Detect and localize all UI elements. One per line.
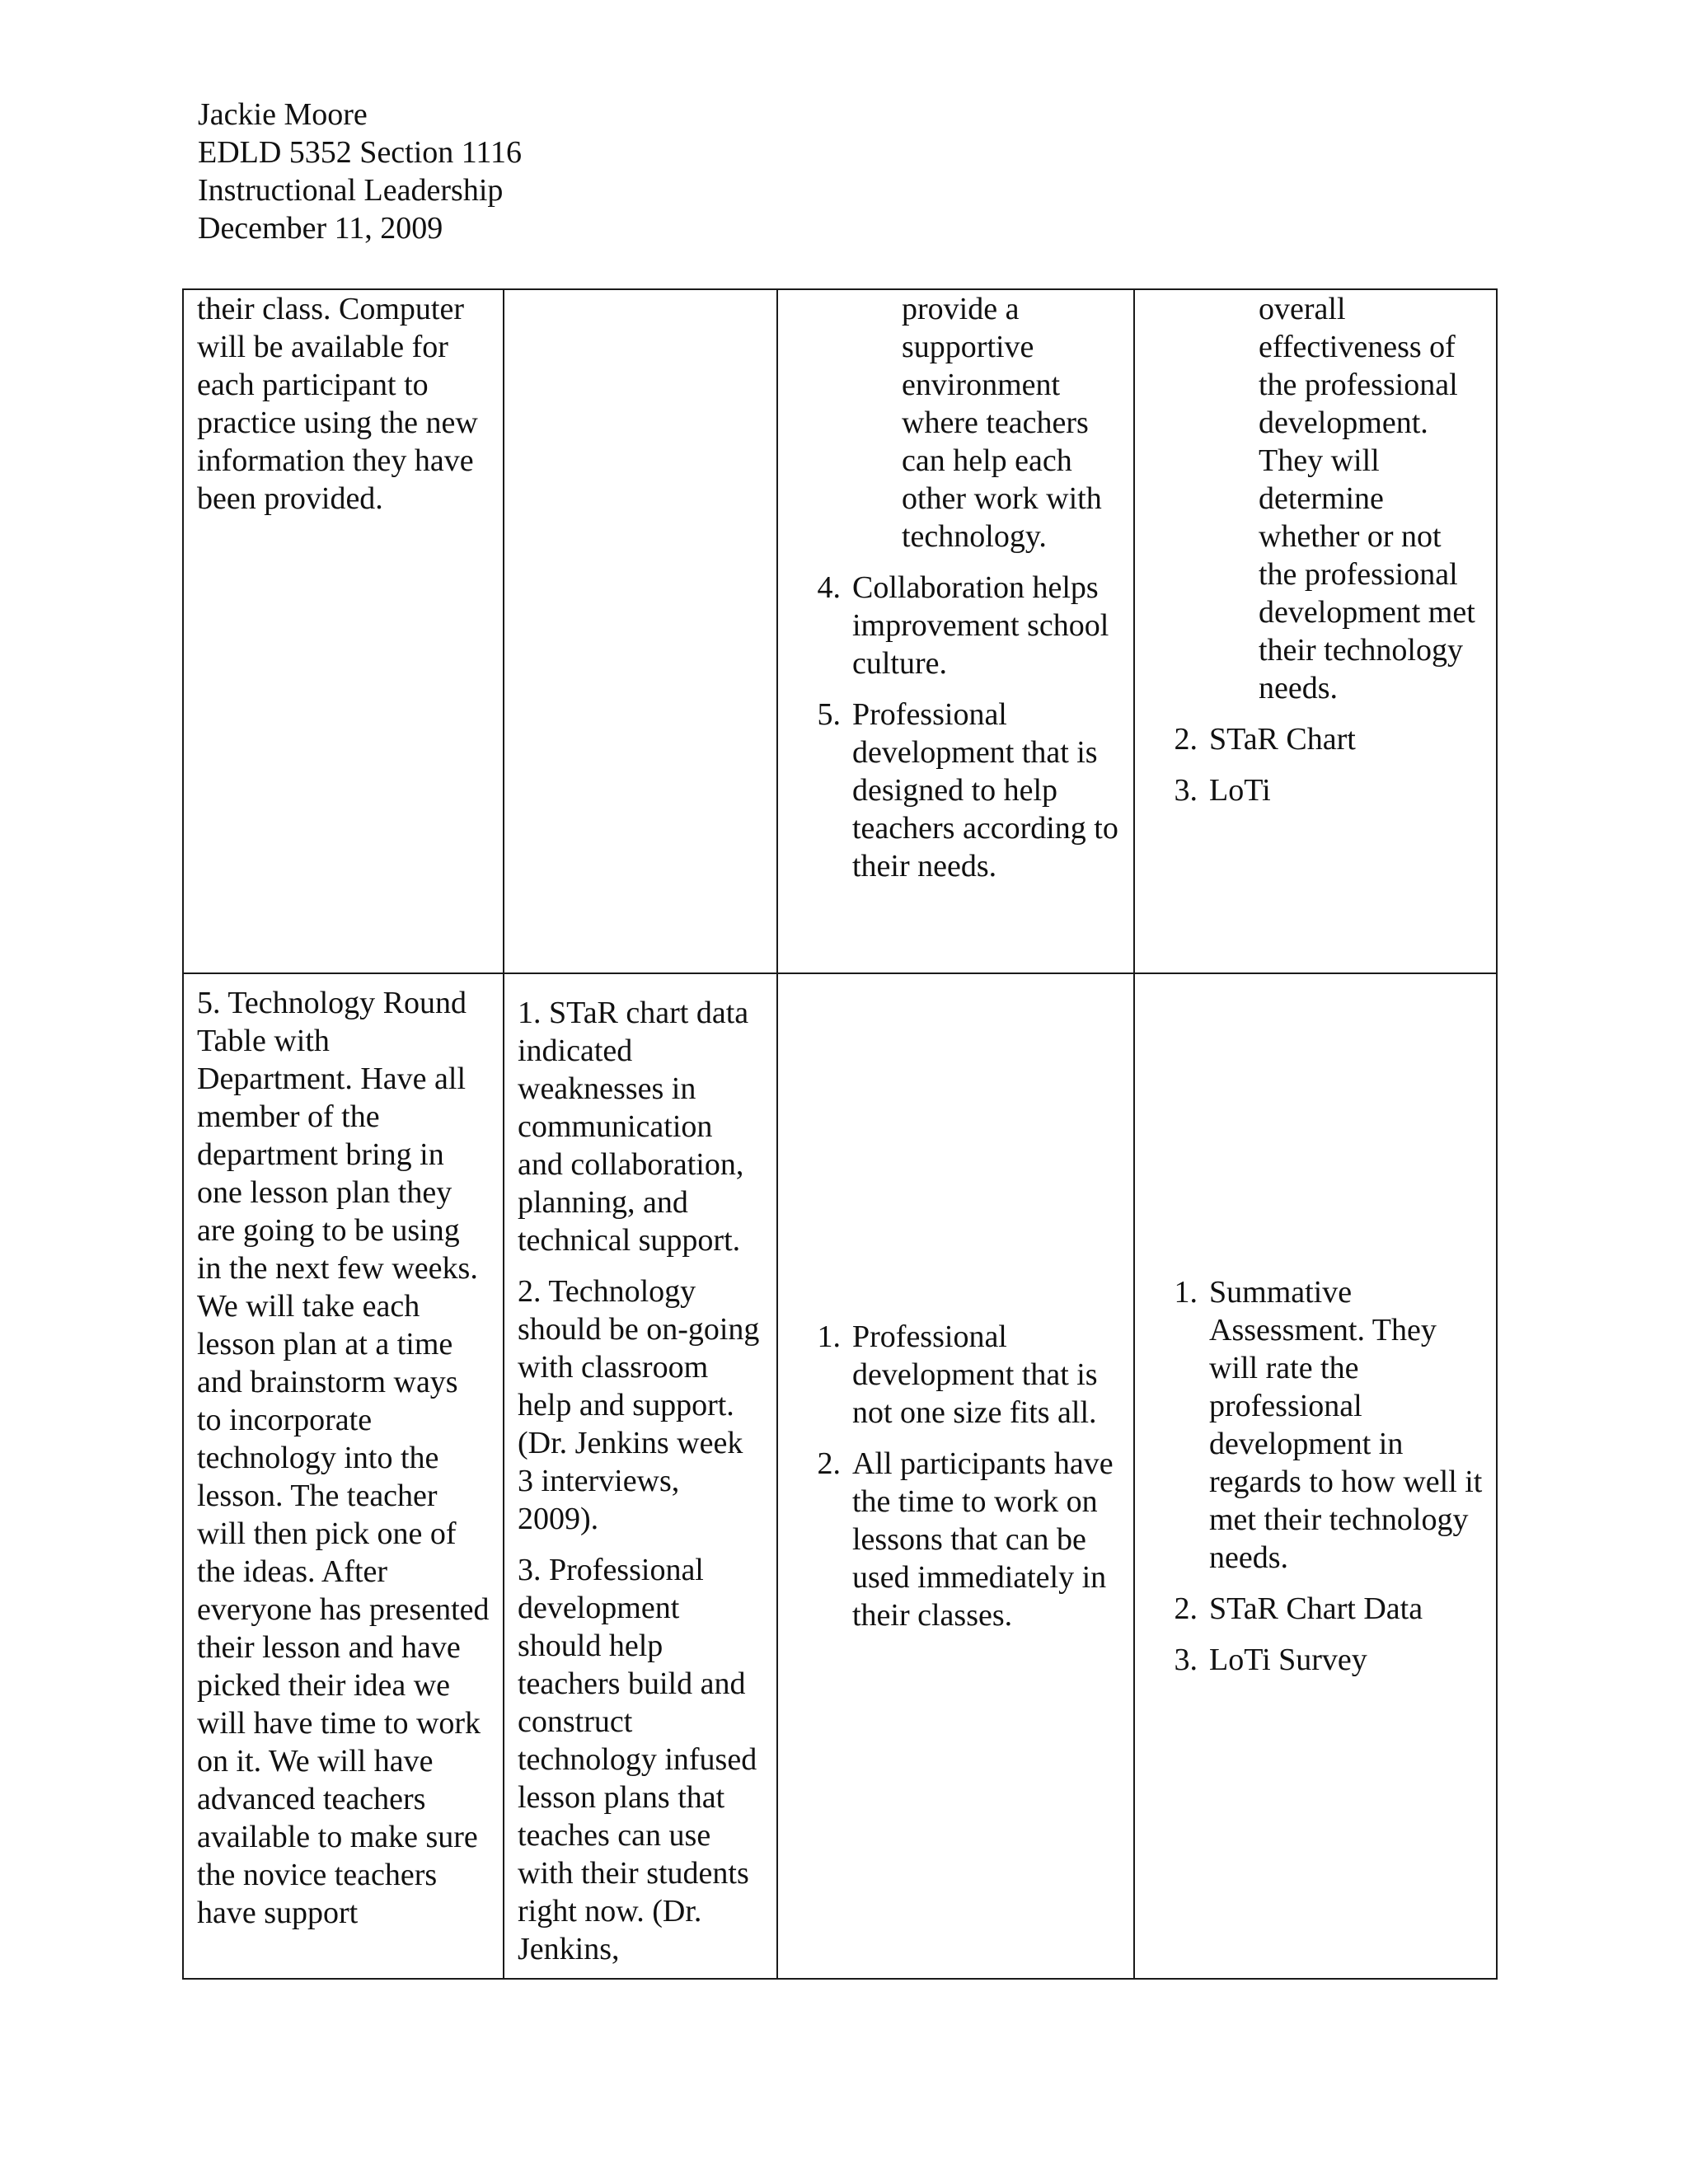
list-text: All participants have the time to work on lessons that can be used immediately in their classes.: [852, 1446, 1114, 1633]
list-number: 3.: [1174, 773, 1198, 808]
evaluation-cell: [1134, 289, 1497, 973]
list-number: 1.: [1174, 1275, 1198, 1310]
outcomes-cell: [777, 973, 1134, 1979]
list-text: LoTi Survey: [1209, 1643, 1367, 1677]
list-item: [1148, 771, 1483, 809]
list-number: 2.: [817, 1446, 841, 1481]
list-text: Summative Assessment. They will rate the professional development in regards to how well it met their technology needs.: [1209, 1275, 1483, 1575]
list-number: 4.: [817, 570, 841, 605]
list-item: [791, 1445, 1120, 1634]
table-row: [183, 289, 1497, 973]
rationale-point: 2. Technology should be on-going with classroom help and support. (Dr. Jenkins week 3 interviews, 2009).: [518, 1274, 760, 1536]
author-name: Jackie Moore: [198, 97, 368, 132]
list-item: [1148, 720, 1483, 758]
list-number: 2.: [1174, 1591, 1198, 1626]
document-header: [198, 96, 522, 247]
activity-text: 5. Technology Round Table with Department. Have all member of the department bring in one lesson plan they are going to be using in the next few weeks. We will take each lesson plan at a time and brainstorm ways to incorporate technology into the lesson. The teacher will then pick one of the ideas. After everyone has presented their lesson and have picked their idea we will have time to work on it. We will have advanced teachers available to make sure the novice teachers have support: [197, 986, 490, 1930]
list-item: [791, 569, 1120, 682]
list-item: [791, 1318, 1120, 1432]
rationale-cell: [504, 289, 777, 973]
activity-cell: [183, 973, 504, 1979]
outcomes-cell: [777, 289, 1134, 973]
list-item: [1148, 1641, 1483, 1679]
list-item: [1148, 1590, 1483, 1628]
list-number: 1.: [817, 1319, 841, 1354]
list-number: 3.: [1174, 1643, 1198, 1677]
list-text: Collaboration helps improvement school culture.: [852, 570, 1109, 681]
course-code: EDLD 5352 Section 1116: [198, 135, 522, 170]
list-item: [1148, 1273, 1483, 1577]
activity-cell: [183, 289, 504, 973]
rationale-cell: [504, 973, 777, 1979]
course-subject: Instructional Leadership: [198, 173, 504, 208]
evaluation-continuation: overall effectiveness of the professional development. They will determine whether or not the professional development met their technology needs.: [1259, 292, 1475, 705]
list-text: Professional development that is designed to help teachers according to their needs.: [852, 697, 1118, 883]
list-number: 2.: [1174, 722, 1198, 757]
list-text: LoTi: [1209, 773, 1271, 808]
list-number: 5.: [817, 697, 841, 732]
table-row: [183, 973, 1497, 1979]
activity-text: their class. Computer will be available for each participant to practice using the new information they have been provided.: [197, 292, 478, 516]
list-text: STaR Chart Data: [1209, 1591, 1423, 1626]
document-date: December 11, 2009: [198, 211, 443, 246]
list-text: Professional development that is not one size fits all.: [852, 1319, 1098, 1430]
rationale-point: 1. STaR chart data indicated weaknesses in communication and collaboration, planning, and technical support.: [518, 996, 749, 1258]
list-text: STaR Chart: [1209, 722, 1356, 757]
outcome-continuation: provide a supportive environment where teachers can help each other work with technology.: [902, 292, 1102, 554]
plan-table: [182, 288, 1498, 1980]
evaluation-cell: [1134, 973, 1497, 1979]
list-item: [791, 696, 1120, 885]
rationale-point: 3. Professional development should help teachers build and construct technology infused lesson plans that teaches can use with their students right now. (Dr. Jenkins,: [518, 1553, 757, 1966]
